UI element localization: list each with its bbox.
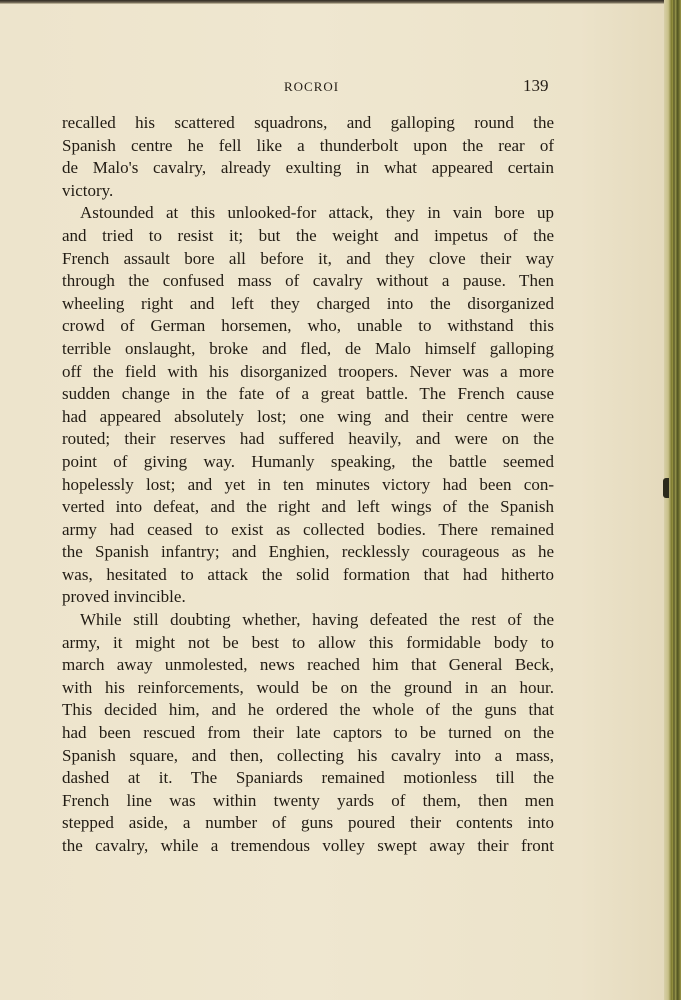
text-line: wheeling right and left they charged into the disorganized: [62, 293, 554, 313]
text-line: French assault bore all before it, and they clove their way: [62, 248, 554, 268]
text-line: sudden change in the fate of a great battle. The French cause: [62, 384, 554, 404]
text-line: proved invincible.: [62, 587, 186, 607]
text-line: This decided him, and he ordered the whole of the guns that: [62, 700, 554, 720]
running-title: ROCROI: [284, 79, 340, 94]
body-text: [62, 112, 554, 858]
text-line: hopelessly lost; and yet in ten minutes victory had been con-: [62, 474, 554, 494]
text-line: stepped aside, a number of guns poured their contents into: [62, 813, 554, 833]
text-line: terrible onslaught, broke and fled, de Malo himself galloping: [62, 338, 554, 358]
text-line: army had ceased to exist as collected bodies. There remained: [62, 519, 554, 539]
text-line: Spanish centre he fell like a thunderbolt upon the rear of: [62, 135, 554, 155]
text-line: off the field with his disorganized troopers. Never was a more: [62, 361, 554, 381]
text-line: victory.: [62, 180, 114, 200]
text-line: march away unmolested, news reached him that General Beck,: [62, 655, 554, 675]
text-line: routed; their reserves had suffered heavily, and were on the: [62, 429, 554, 449]
text-line: French line was within twenty yards of them, then men: [62, 790, 554, 810]
text-line: army, it might not be best to allow this formidable body to: [62, 632, 554, 652]
text-line: the cavalry, while a tremendous volley swept away their front: [62, 836, 554, 855]
text-line: had appeared absolutely lost; one wing and their centre were: [62, 406, 554, 426]
text-line: was, hesitated to attack the solid formation that had hitherto: [62, 564, 554, 584]
text-line: de Malo's cavalry, already exulting in what appeared certain: [62, 158, 554, 178]
text-line: While still doubting whether, having defeated the rest of the: [80, 610, 554, 630]
text-line: had been rescued from their late captors to be turned on the: [62, 723, 554, 743]
text-line: and tried to resist it; but the weight and impetus of the: [62, 225, 554, 245]
text-line: verted into defeat, and the right and left wings of the Spanish: [62, 497, 554, 517]
text-line: point of giving way. Humanly speaking, the battle seemed: [62, 451, 554, 471]
page-top-edge: [0, 0, 681, 4]
text-line: crowd of German horsemen, who, unable to withstand this: [62, 316, 554, 336]
text-line: Astounded at this unlooked-for attack, they in vain bore up: [80, 203, 554, 223]
running-header: [0, 76, 681, 100]
spine-shadow-line: [673, 0, 675, 1000]
text-line: dashed at it. The Spaniards remained motionless till the: [62, 768, 554, 788]
page-edge-mark: [663, 478, 669, 498]
text-line: Spanish square, and then, collecting his cavalry into a mass,: [62, 745, 554, 765]
text-line: with his reinforcements, would be on the ground in an hour.: [62, 677, 554, 697]
text-line: through the confused mass of cavalry without a pause. Then: [62, 271, 554, 291]
page-number: 139: [523, 76, 549, 95]
text-line: recalled his scattered squadrons, and galloping round the: [62, 113, 554, 132]
text-line: the Spanish infantry; and Enghien, recklessly courageous as he: [62, 542, 554, 562]
